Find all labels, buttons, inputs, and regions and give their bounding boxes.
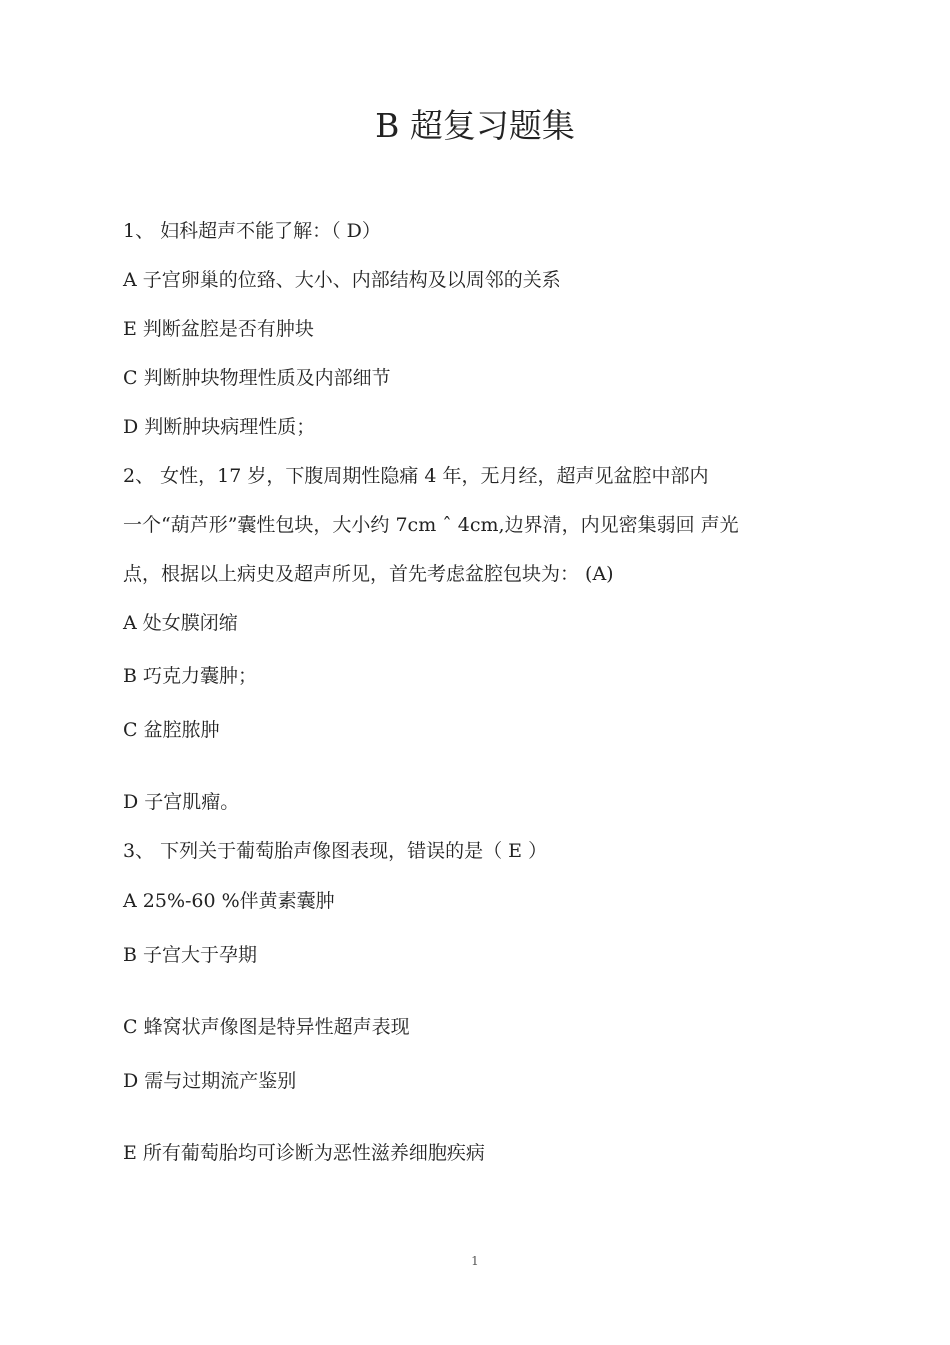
question-3-option-c: C 蜂窝状声像图是特异性超声表现 bbox=[123, 1016, 410, 1038]
question-1-option-e: E 判断盆腔是否有肿块 bbox=[123, 318, 314, 340]
question-3-option-e: E 所有葡萄胎均可诊断为恶性滋养细胞疾病 bbox=[123, 1142, 485, 1164]
page-number: 1 bbox=[471, 1254, 479, 1268]
question-2-option-a: A 处女膜闭缩 bbox=[123, 612, 238, 634]
question-1-option-a: A 子宫卵巢的位臵、大小、内部结构及以周邻的关系 bbox=[123, 269, 561, 291]
question-1-option-d: D 判断肿块病理性质； bbox=[123, 416, 316, 438]
document-title: B 超复习题集 bbox=[375, 106, 575, 145]
question-3-stem: 3、 下列关于葡萄胎声像图表现，错误的是（ E ） bbox=[123, 840, 548, 862]
question-1-stem: 1、 妇科超声不能了解：（ D） bbox=[123, 220, 381, 242]
question-1-option-c: C 判断肿块物理性质及内部细节 bbox=[123, 367, 391, 389]
question-2-option-b: B 巧克力囊肿； bbox=[123, 665, 258, 687]
question-2-option-d: D 子宫肌瘤。 bbox=[123, 791, 240, 813]
question-2-stem-line-3: 点，根据以上病史及超声所见，首先考虑盆腔包块为： (A) bbox=[123, 563, 614, 585]
question-3-option-d: D 需与过期流产鉴别 bbox=[123, 1070, 297, 1092]
question-3-option-a: A 25%-60 %伴黄素囊肿 bbox=[123, 890, 335, 912]
question-3-option-b: B 子宫大于孕期 bbox=[123, 944, 258, 966]
question-2-stem-line-1: 2、 女性，17 岁，下腹周期性隐痛 4 年，无月经，超声见盆腔中部内 bbox=[123, 465, 709, 487]
question-2-stem-line-2: 一个“葫芦形”囊性包块，大小约 7cm ˆ 4cm,边界清，内见密集弱回 声光 bbox=[123, 514, 739, 536]
question-2-option-c: C 盆腔脓肿 bbox=[123, 719, 220, 741]
